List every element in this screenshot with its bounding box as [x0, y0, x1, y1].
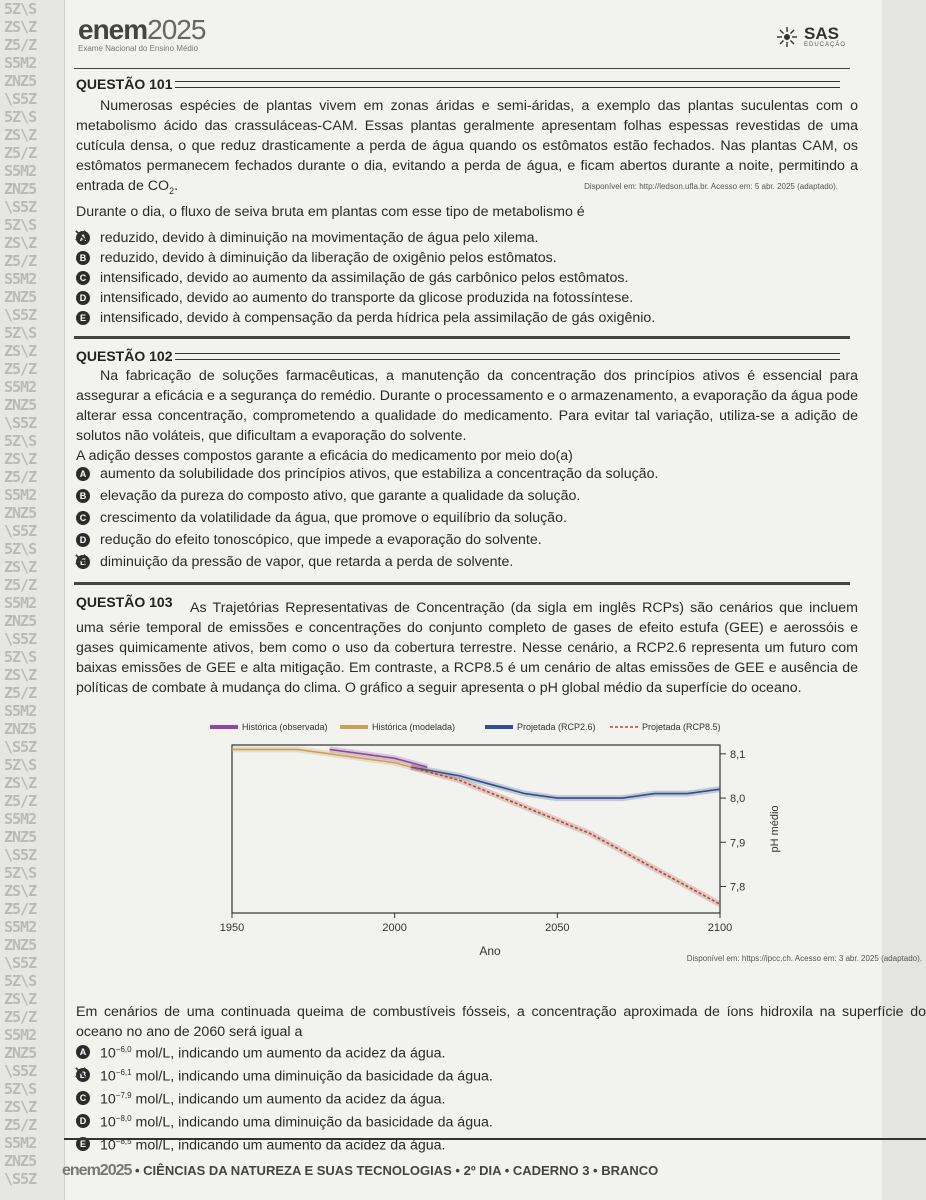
strip-pattern: Z5/Z	[4, 900, 37, 918]
option-text	[100, 288, 633, 308]
option-text	[100, 1086, 445, 1110]
option-label: mol/L, indicando um aumento da acidez da água.	[131, 1091, 446, 1108]
q101-option-d[interactable]	[76, 288, 633, 308]
option-base: 10	[100, 1091, 116, 1108]
strip-pattern: ZNZ5	[4, 72, 37, 90]
strip-pattern: S5M2	[4, 54, 37, 72]
strip-pattern: ZS\Z	[4, 234, 37, 252]
option-letter-badge: A ✕	[76, 231, 90, 245]
co2-subscript: 2	[169, 185, 175, 196]
strip-pattern: \S5Z	[4, 846, 37, 864]
strip-pattern: ZS\Z	[4, 342, 37, 360]
q103-question: Em cenários de uma continuada queima de combustíveis fósseis, a concentração aproximada de íons hidroxila na superfície do oceano no ano de 2060 será igual a	[76, 1004, 926, 1040]
question-102-title	[76, 348, 840, 364]
option-text	[100, 530, 542, 550]
y-axis-label: pH médio	[769, 805, 781, 853]
q103-option-d[interactable]	[76, 1109, 493, 1133]
question-101-title	[76, 76, 840, 92]
strip-pattern: \S5Z	[4, 738, 37, 756]
q103-option-c[interactable]	[76, 1086, 445, 1110]
y-tick-label: 7,8	[730, 881, 746, 894]
x-axis-label: Ano	[479, 944, 501, 958]
legend-label-2: Projetada (RCP2.6)	[517, 722, 596, 732]
option-text	[100, 1132, 445, 1156]
option-letter-badge: C	[76, 1091, 90, 1105]
q101-option-b[interactable]	[76, 248, 557, 268]
option-base: 10	[100, 1068, 116, 1085]
strip-pattern: \S5Z	[4, 954, 37, 972]
strip-pattern: ZNZ5	[4, 288, 37, 306]
strip-pattern: S5M2	[4, 702, 37, 720]
y-tick-label: 7,9	[730, 837, 746, 850]
strip-pattern: 5Z\S	[4, 324, 37, 342]
option-text	[100, 1063, 493, 1087]
strip-pattern: 5Z\S	[4, 756, 37, 774]
option-letter-badge: B	[76, 251, 90, 265]
strip-pattern: \S5Z	[4, 90, 37, 108]
q101-paragraph-end: .	[174, 178, 179, 194]
option-label: crescimento da volatilidade da água, que promove o equilíbrio da solução.	[100, 510, 567, 526]
q103-option-a[interactable]	[76, 1040, 445, 1064]
strip-pattern: ZS\Z	[4, 990, 37, 1008]
strip-pattern: ZS\Z	[4, 882, 37, 900]
strip-pattern: S5M2	[4, 1026, 37, 1044]
chart-legend	[210, 722, 721, 732]
strip-pattern: S5M2	[4, 486, 37, 504]
strip-pattern: ZS\Z	[4, 774, 37, 792]
option-base: 10	[100, 1045, 116, 1062]
brand-sub: EDUCAÇÃO	[803, 42, 846, 48]
option-label: elevação da pureza do composto ativo, que garante a qualidade da solução.	[100, 488, 581, 504]
option-exponent: −8,0	[115, 1114, 132, 1123]
strip-pattern: ZS\Z	[4, 666, 37, 684]
option-label: intensificado, devido ao aumento da assimilação de gás carbônico pelos estômatos.	[100, 270, 629, 286]
x-tick-label: 2100	[707, 922, 733, 934]
logo-main: enem	[78, 14, 148, 45]
q103-option-b[interactable]	[76, 1063, 493, 1087]
option-letter-badge: E	[76, 1137, 90, 1151]
strip-pattern: 5Z\S	[4, 108, 37, 126]
strip-pattern: Z5/Z	[4, 684, 37, 702]
series-band-3	[411, 767, 720, 904]
q101-question: Durante o dia, o fluxo de seiva bruta em plantas com esse tipo de metabolismo é	[76, 204, 585, 220]
q101-paragraph-text: Numerosas espécies de plantas vivem em zonas áridas e semi-áridas, a exemplo das plantas suculentas com o metabolismo ácido das crassuláceas-CAM. Essas plantas geralmente apresentam folhas espessas revestidas de uma cutícula densa, o que reduz drasticamente a perda de água quando os estômatos estão fechados. Nas plantas CAM, os estômatos permanecem fechados durante o dia, evitando a perda de água, e ficam abertos durante a noite, permitindo a entrada de CO	[76, 98, 858, 194]
strip-pattern: ZNZ5	[4, 1044, 37, 1062]
option-letter-badge: B ✕	[76, 1068, 90, 1082]
option-letter-badge: C	[76, 271, 90, 285]
y-tick-label: 8,0	[730, 793, 746, 806]
strip-pattern: Z5/Z	[4, 576, 37, 594]
series-line-3	[411, 767, 720, 904]
option-base: 10	[100, 1114, 116, 1131]
footer	[62, 1162, 658, 1180]
q103-source: Disponível em: https://ipcc.ch. Acesso em: 3 abr. 2025 (adaptado).	[686, 954, 922, 963]
x-tick-label: 2000	[382, 922, 407, 934]
logo-subtitle: Exame Nacional do Ensino Médio	[78, 44, 199, 53]
q102-paragraph-text: Na fabricação de soluções farmacêuticas, a manutenção da concentração dos princípios ativos é essencial para assegurar a eficácia e a segurança do remédio. Durante o processamento e o armazenamento, a evaporação da água pode alterar essa concentração, comprometendo a qualidade do medicamento. Para evitar tal variação, utiliza-se a adição de solutos não voláteis, que dificultam a evaporação do solvente.	[76, 368, 858, 444]
strip-pattern: ZNZ5	[4, 720, 37, 738]
footer-text: • CIÊNCIAS DA NATUREZA E SUAS TECNOLOGIAS • 2º DIA • CADERNO 3 • BRANCO	[131, 1163, 659, 1178]
q102-option-b[interactable]	[76, 486, 580, 506]
strip-pattern: Z5/Z	[4, 1116, 37, 1134]
legend-label-1: Histórica (modelada)	[372, 722, 456, 732]
option-exponent: −6,0	[115, 1045, 132, 1054]
strip-pattern: 5Z\S	[4, 0, 37, 18]
option-text	[100, 248, 557, 268]
strip-pattern: Z5/Z	[4, 1008, 37, 1026]
q101-option-e[interactable]	[76, 308, 655, 328]
strip-pattern: Z5/Z	[4, 252, 37, 270]
option-exponent: −6,1	[115, 1068, 132, 1077]
q102-option-d[interactable]	[76, 530, 542, 550]
strip-pattern: \S5Z	[4, 1062, 37, 1080]
strip-pattern: 5Z\S	[4, 540, 37, 558]
header-rule	[74, 68, 850, 69]
option-letter-badge: D	[76, 291, 90, 305]
option-text	[100, 552, 513, 572]
divider-102	[74, 582, 850, 585]
footer-rule	[64, 1138, 926, 1140]
strip-pattern: ZNZ5	[4, 612, 37, 630]
option-label: redução do efeito tonoscópico, que impede a evaporação do solvente.	[100, 532, 542, 548]
option-label: intensificado, devido à compensação da perda hídrica pela assimilação de gás oxigênio.	[100, 310, 656, 326]
strip-pattern: 5Z\S	[4, 1080, 37, 1098]
strip-pattern: \S5Z	[4, 1170, 37, 1188]
q103-option-e[interactable]	[76, 1132, 445, 1156]
strip-pattern: ZS\Z	[4, 126, 37, 144]
option-label: reduzido, devido à diminuição na movimentação de água pelo xilema.	[100, 230, 539, 246]
strip-pattern: ZS\Z	[4, 450, 37, 468]
q103-title-text: QUESTÃO 103	[76, 594, 173, 610]
option-letter-badge: A	[76, 1045, 90, 1059]
q101-option-a[interactable]	[76, 228, 539, 248]
strip-pattern: 5Z\S	[4, 972, 37, 990]
option-label: intensificado, devido ao aumento do transporte da glicose produzida na fotossíntese.	[100, 290, 634, 306]
side-strip	[0, 0, 65, 1200]
q102-option-a[interactable]	[76, 464, 658, 484]
strip-pattern: S5M2	[4, 162, 37, 180]
option-letter-badge: B	[76, 489, 90, 503]
strip-pattern: ZS\Z	[4, 1098, 37, 1116]
brand-name: SAS	[803, 24, 839, 43]
option-text	[100, 1109, 493, 1133]
q102-option-c[interactable]	[76, 508, 567, 528]
q102-paragraph	[76, 366, 858, 446]
strip-pattern: 5Z\S	[4, 216, 37, 234]
option-text	[100, 486, 580, 506]
strip-pattern: 5Z\S	[4, 864, 37, 882]
q102-question: A adição desses compostos garante a eficácia do medicamento por meio do(a)	[76, 448, 573, 464]
strip-pattern: ZS\Z	[4, 18, 37, 36]
strip-pattern: \S5Z	[4, 198, 37, 216]
option-text	[100, 508, 567, 528]
option-text	[100, 268, 628, 288]
plot-area	[232, 745, 720, 913]
option-text	[100, 1040, 445, 1064]
strip-pattern: ZNZ5	[4, 180, 37, 198]
strip-pattern: \S5Z	[4, 522, 37, 540]
divider-101	[74, 336, 850, 339]
ph-chart	[200, 715, 800, 970]
sun-icon	[776, 26, 798, 48]
strip-pattern: S5M2	[4, 918, 37, 936]
option-text	[100, 308, 655, 328]
strip-pattern: Z5/Z	[4, 36, 37, 54]
sas-logo	[776, 26, 846, 48]
option-letter-badge: E ✕	[76, 555, 90, 569]
strip-pattern: Z5/Z	[4, 468, 37, 486]
q103-paragraph	[76, 598, 858, 698]
option-label: mol/L, indicando um aumento da acidez da água.	[131, 1045, 446, 1062]
strip-pattern: Z5/Z	[4, 360, 37, 378]
strip-pattern: ZNZ5	[4, 936, 37, 954]
strip-pattern: ZNZ5	[4, 396, 37, 414]
option-letter-badge: D	[76, 1114, 90, 1128]
option-letter-badge: C	[76, 511, 90, 525]
strip-pattern: 5Z\S	[4, 648, 37, 666]
option-label: reduzido, devido à diminuição da liberação de oxigênio pelos estômatos.	[100, 250, 557, 266]
legend-label-0: Histórica (observada)	[242, 722, 328, 732]
option-label: diminuição da pressão de vapor, que retarda a perda de solvente.	[100, 554, 514, 570]
strip-pattern: S5M2	[4, 270, 37, 288]
q102-option-e[interactable]	[76, 552, 513, 572]
option-text	[100, 228, 539, 248]
q101-title-text: QUESTÃO 101	[76, 76, 173, 92]
strip-pattern: S5M2	[4, 1134, 37, 1152]
logo-year: 2025	[147, 14, 206, 45]
q103-paragraph-text: As Trajetórias Representativas de Concentração (da sigla em inglês RCPs) são cenários que incluem uma série temporal de emissões e concentrações do conjunto completo de gases de efeito estufa (GEE) e aerossóis e gases quimicamente ativos, bem como o uso da cobertura terrestre. Nesse cenário, a RCP2.6 representa um futuro com baixas emissões de GEE e alta mitigação. Em contraste, a RCP8.5 é um cenário de altas emissões de GEE e ausência de políticas de combate à mudança do clima. O gráfico a seguir apresenta o pH global médio da superfície do oceano.	[76, 600, 858, 696]
q102-title-text: QUESTÃO 102	[76, 348, 173, 364]
footer-brand: enem2025	[62, 1162, 132, 1179]
option-label: mol/L, indicando uma diminuição da basicidade da água.	[131, 1114, 493, 1131]
strip-pattern: S5M2	[4, 378, 37, 396]
strip-pattern: ZS\Z	[4, 558, 37, 576]
option-label: mol/L, indicando uma diminuição da basicidade da água.	[131, 1068, 493, 1085]
x-tick-label: 1950	[219, 922, 245, 934]
strip-pattern: 5Z\S	[4, 432, 37, 450]
q101-option-c[interactable]	[76, 268, 628, 288]
option-exponent: −7,9	[115, 1091, 132, 1100]
option-exponent: −8,5	[115, 1137, 132, 1146]
strip-pattern: ZNZ5	[4, 1152, 37, 1170]
strip-pattern: \S5Z	[4, 306, 37, 324]
q101-source: Disponível em: http://ledson.ufla.br. Acesso em: 5 abr. 2025 (adaptado).	[584, 182, 838, 191]
option-text	[100, 464, 658, 484]
strip-pattern: S5M2	[4, 594, 37, 612]
option-letter-badge: A	[76, 467, 90, 481]
strip-pattern: S5M2	[4, 810, 37, 828]
strip-pattern: ZNZ5	[4, 504, 37, 522]
strip-pattern: Z5/Z	[4, 792, 37, 810]
option-label: aumento da solubilidade dos princípios ativos, que estabiliza a concentração da solução.	[100, 466, 659, 482]
option-letter-badge: D	[76, 533, 90, 547]
x-tick-label: 2050	[545, 922, 570, 934]
legend-label-3: Projetada (RCP8.5)	[642, 722, 721, 732]
strip-pattern: \S5Z	[4, 414, 37, 432]
strip-pattern: ZNZ5	[4, 828, 37, 846]
y-tick-label: 8,1	[730, 748, 746, 761]
enem-logo	[78, 14, 205, 53]
option-label: mol/L, indicando um aumento da acidez da água.	[131, 1137, 446, 1154]
strip-pattern: Z5/Z	[4, 144, 37, 162]
option-letter-badge: E	[76, 311, 90, 325]
strip-pattern: \S5Z	[4, 630, 37, 648]
option-base: 10	[100, 1137, 116, 1154]
